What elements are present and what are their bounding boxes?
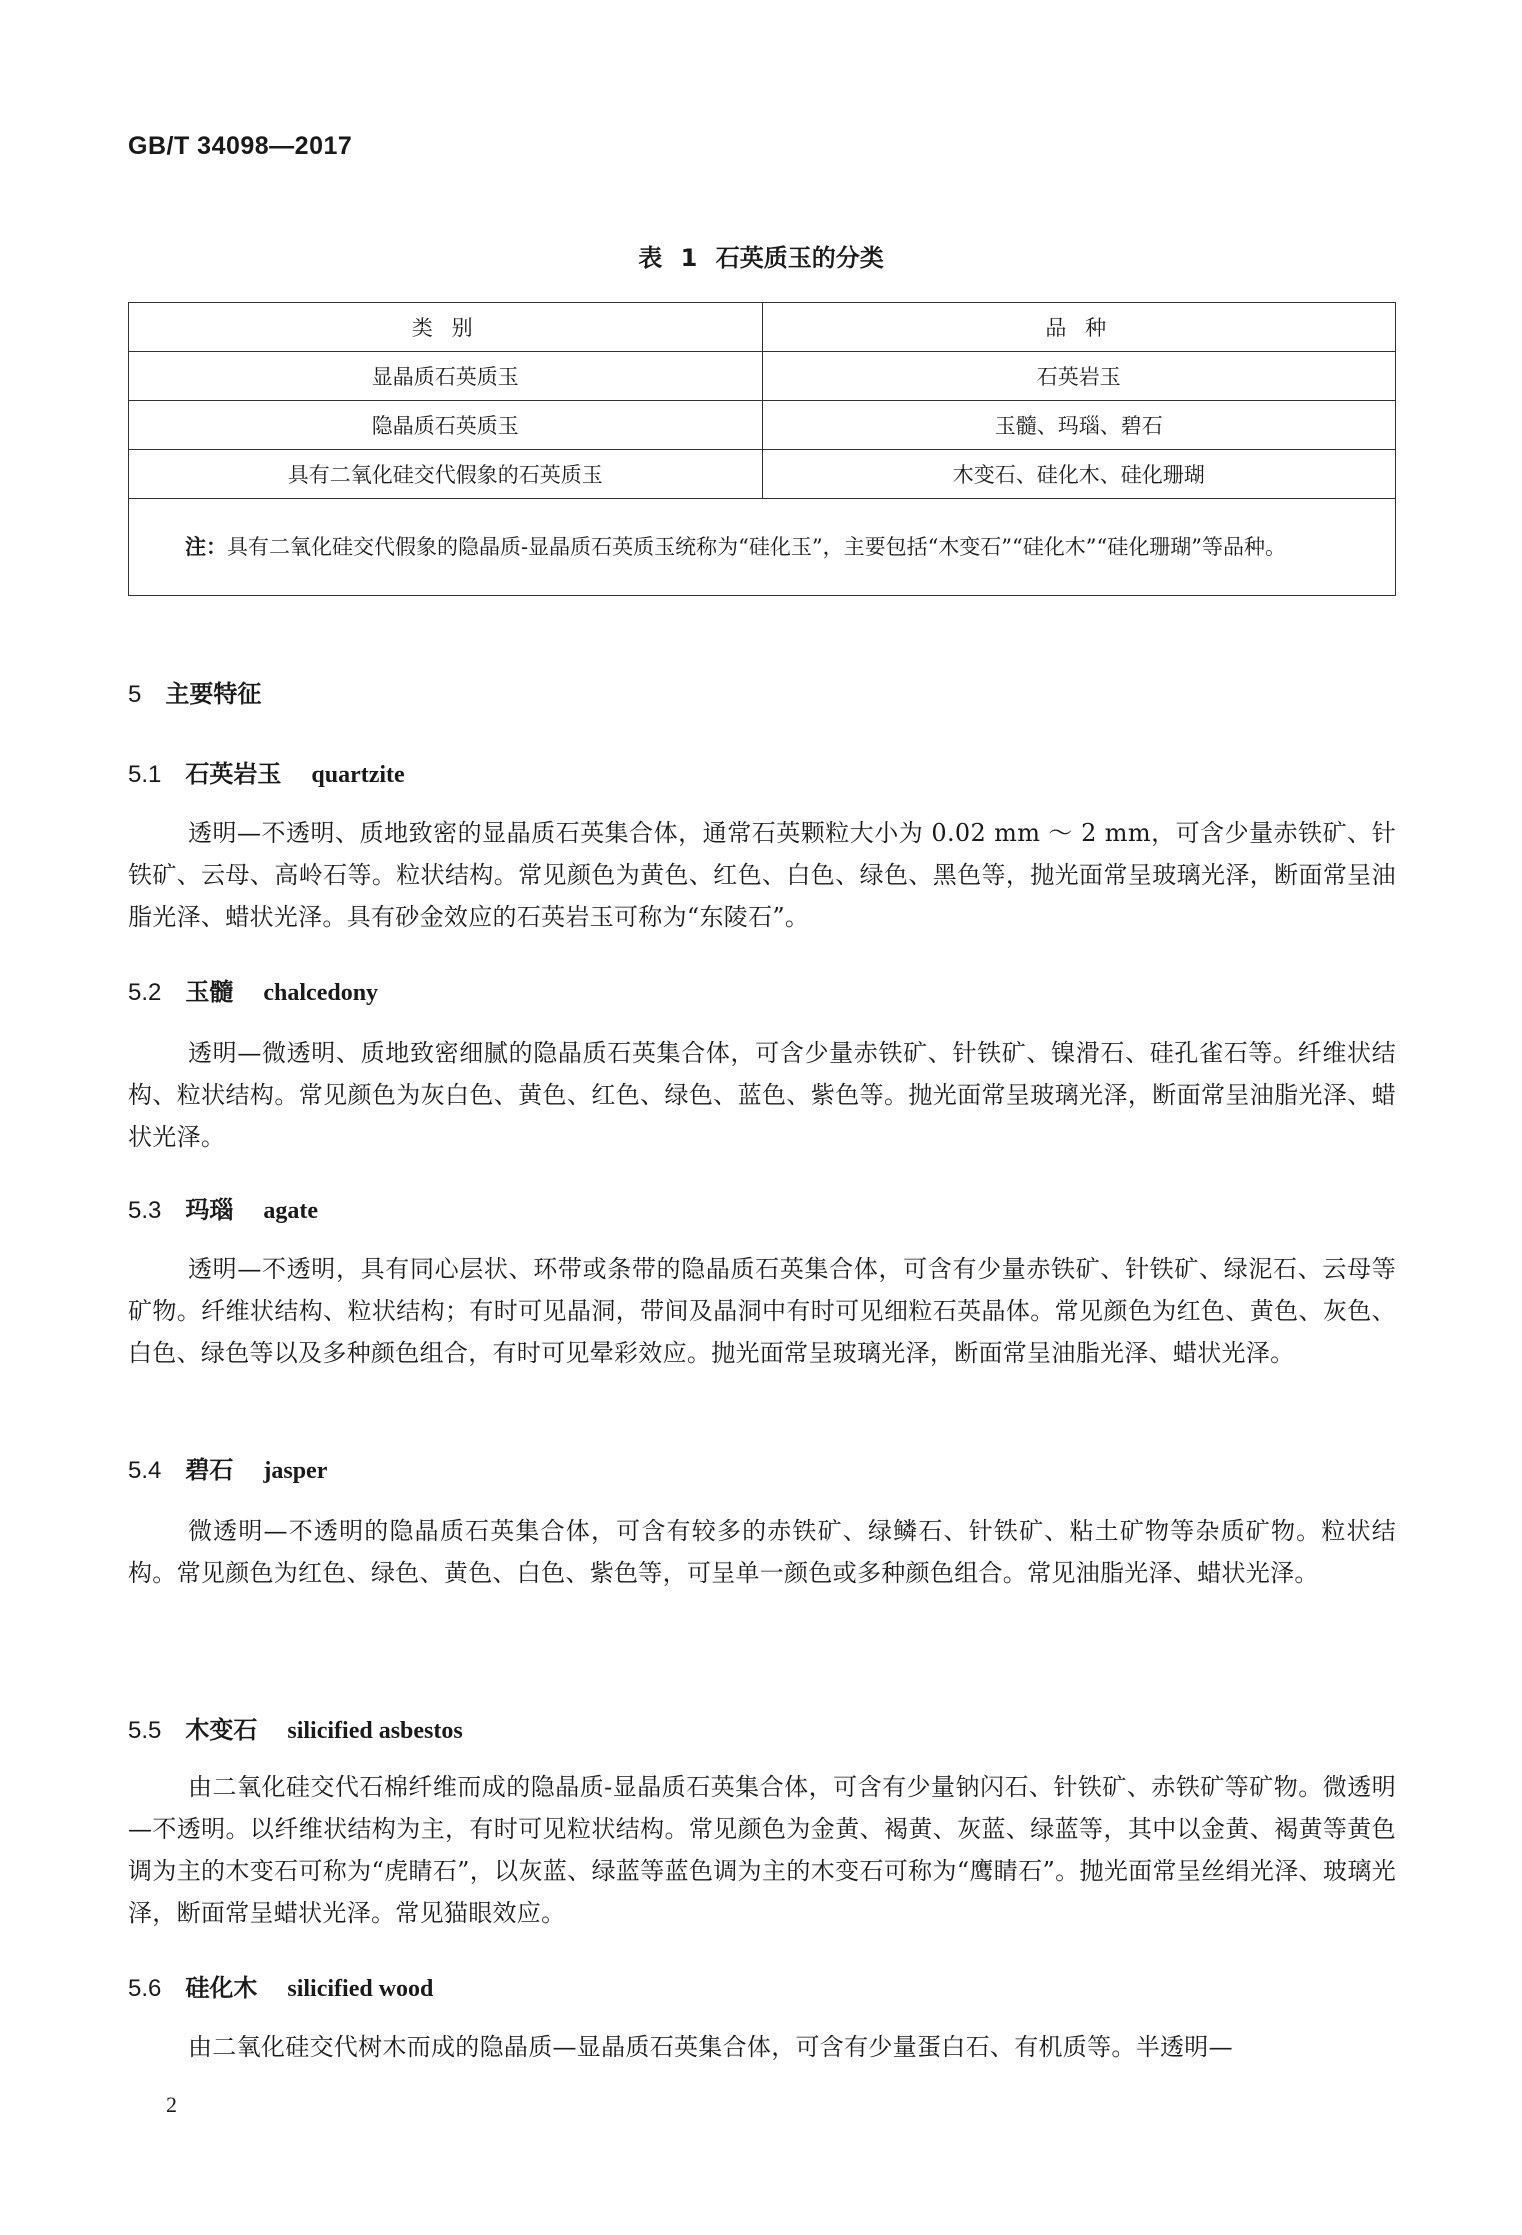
- table-row: [129, 401, 1396, 450]
- section-title-zh: 硅化木: [185, 1974, 258, 2002]
- section-title-zh: 木变石: [185, 1716, 258, 1744]
- section-paragraph: 透明—不透明、质地致密的显晶质石英集合体，通常石英颗粒大小为 0.02 mm ～ 2 mm，可含少量赤铁矿、针铁矿、云母、高岭石等。粒状结构。常见颜色为黄色、红色、白色、绿色、黑色等，抛光面常呈玻璃光泽，断面常呈油脂光泽、蜡状光泽。具有砂金效应的石英岩玉可称为“东陵石”。: [128, 819, 1396, 931]
- section-heading: [128, 1710, 463, 1745]
- section-heading: [128, 1190, 318, 1225]
- section-paragraph: 微透明—不透明的隐晶质石英集合体，可含有较多的赤铁矿、绿鳞石、针铁矿、粘土矿物等杂质矿物。粒状结构。常见颜色为红色、绿色、黄色、白色、紫色等，可呈单一颜色或多种颜色组合。常见油脂光泽、蜡状光泽。: [128, 1517, 1396, 1587]
- section-title-en: agate: [263, 1198, 319, 1224]
- note-text: 具有二氧化硅交代假象的隐晶质-显晶质石英质玉统称为“硅化玉”，主要包括“木变石”“硅化木”“硅化珊瑚”等品种。: [227, 535, 1286, 559]
- section-heading: [128, 1450, 327, 1485]
- section-paragraph: 由二氧化硅交代树木而成的隐晶质—显晶质石英集合体，可含有少量蛋白石、有机质等。半透明—: [188, 2033, 1233, 2061]
- section-title-zh: 玉髓: [185, 978, 234, 1006]
- note-label: 注：: [185, 535, 227, 559]
- table-cell: 显晶质石英质玉: [129, 352, 763, 401]
- table-cell: 具有二氧化硅交代假象的石英质玉: [129, 450, 763, 499]
- section-number: 5.2: [128, 979, 162, 1006]
- section-number: 5.3: [128, 1197, 162, 1224]
- section-number: 5.6: [128, 1975, 162, 2002]
- section-paragraph: 透明—微透明、质地致密细腻的隐晶质石英集合体，可含少量赤铁矿、针铁矿、镍滑石、硅孔雀石等。纤维状结构、粒状结构。常见颜色为灰白色、黄色、红色、绿色、蓝色、紫色等。抛光面常呈玻璃光泽，断面常呈油脂光泽、蜡状光泽。: [128, 1039, 1396, 1151]
- section-paragraph: 透明—不透明，具有同心层状、环带或条带的隐晶质石英集合体，可含有少量赤铁矿、针铁矿、绿泥石、云母等矿物。纤维状结构、粒状结构；有时可见晶洞，带间及晶洞中有时可见细粒石英晶体。常见颜色为红色、黄色、灰色、白色、绿色等以及多种颜色组合，有时可见晕彩效应。抛光面常呈玻璃光泽，断面常呈油脂光泽、蜡状光泽。: [128, 1255, 1396, 1367]
- table-header-row: [129, 303, 1396, 352]
- classification-table: [128, 302, 1396, 596]
- section-heading: [128, 972, 378, 1007]
- chapter-heading: [128, 674, 261, 709]
- section-title-zh: 石英岩玉: [185, 760, 282, 788]
- section-title-en: jasper: [263, 1458, 328, 1484]
- column-header-variety: 品 种: [762, 303, 1396, 352]
- section-title-en: silicified wood: [287, 1976, 434, 2002]
- table-cell: 玉髓、玛瑙、碧石: [762, 401, 1396, 450]
- section-title-en: quartzite: [311, 762, 405, 788]
- section-title-zh: 碧石: [185, 1456, 234, 1484]
- column-header-category: 类 别: [129, 303, 763, 352]
- table-cell: 木变石、硅化木、硅化珊瑚: [762, 450, 1396, 499]
- chapter-number: 5: [128, 681, 142, 708]
- table-note: [129, 499, 1396, 596]
- table-cell: 石英岩玉: [762, 352, 1396, 401]
- section-number: 5.4: [128, 1457, 162, 1484]
- table-row: [129, 450, 1396, 499]
- section-title-en: silicified asbestos: [287, 1718, 463, 1744]
- chapter-title: 主要特征: [165, 680, 262, 708]
- standard-code: GB/T 34098—2017: [128, 132, 353, 160]
- section-title-en: chalcedony: [263, 980, 379, 1006]
- table-cell: 隐晶质石英质玉: [129, 401, 763, 450]
- table-row: [129, 352, 1396, 401]
- section-heading: [128, 754, 405, 789]
- section-paragraph: 由二氧化硅交代石棉纤维而成的隐晶质-显晶质石英集合体，可含有少量钠闪石、针铁矿、赤铁矿等矿物。微透明—不透明。以纤维状结构为主，有时可见粒状结构。常见颜色为金黄、褐黄、灰蓝、绿蓝等，其中以金黄、褐黄等黄色调为主的木变石可称为“虎睛石”，以灰蓝、绿蓝等蓝色调为主的木变石可称为“鹰睛石”。抛光面常呈丝绢光泽、玻璃光泽，断面常呈蜡状光泽。常见猫眼效应。: [128, 1773, 1396, 1927]
- section-number: 5.1: [128, 761, 162, 788]
- section-title-zh: 玛瑙: [185, 1196, 234, 1224]
- section-heading: [128, 1968, 433, 2003]
- section-number: 5.5: [128, 1717, 162, 1744]
- page-number: 2: [166, 2092, 177, 2117]
- table-note-row: [129, 499, 1396, 596]
- table-title: 表 1 石英质玉的分类: [638, 244, 884, 272]
